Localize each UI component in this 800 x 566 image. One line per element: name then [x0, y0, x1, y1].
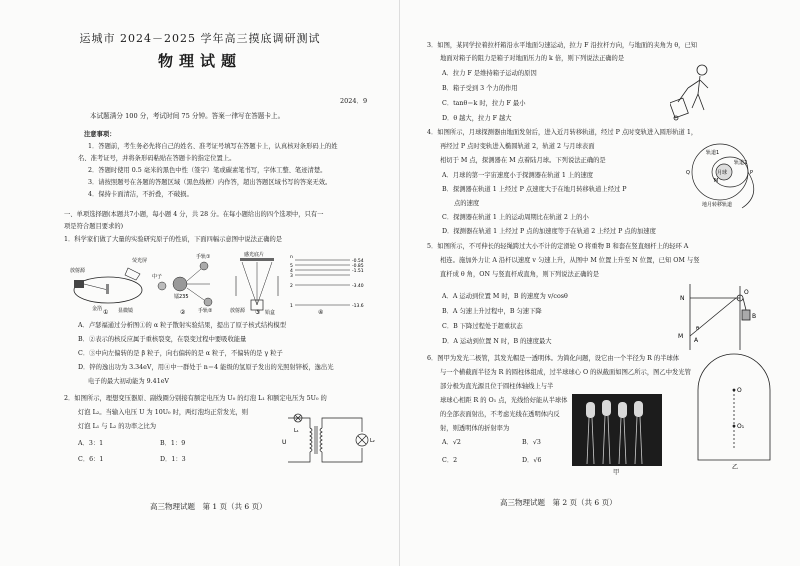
fig-caption: 乙 — [732, 464, 739, 470]
q5-stem: 直杆成 θ 角，ON 与竖直杆成直角，则下列说法正确的是 — [440, 271, 599, 278]
fig-label: 手轨① — [196, 254, 211, 260]
fig-caption: 甲 — [613, 469, 620, 476]
q5-figure — [670, 280, 770, 352]
q4-stem: 再经过 P 点时变轨进入椭圆轨道 2，轨道 2 与月球表面 — [440, 143, 595, 150]
note-line: 1．答题前，考生务必先将自己的姓名、准考证号填写在答题卡上，认真核对条形码上的姓 — [88, 143, 338, 150]
level-label: 1 — [290, 304, 293, 309]
q1-stem: 1．科学家们做了大量的实验研究原子的性质，下面四幅示意图中说法正确的是 — [64, 236, 283, 243]
q4-option: B．探测器在轨道 1 上经过 P 点速度大于在地月转移轨道上经过 P — [442, 186, 627, 193]
energy-label: -1.51 — [352, 269, 364, 274]
page-2 — [400, 0, 800, 566]
subject-title: 物理试题 — [157, 52, 242, 70]
q6-option: A．√2 — [442, 439, 461, 446]
svg-text:③: ③ — [255, 309, 261, 315]
fig-label: 放射源 — [70, 268, 86, 274]
orbit-label: Q — [686, 170, 690, 176]
energy-label: -0.85 — [352, 264, 364, 269]
notes-heading: 注意事项： — [84, 131, 116, 138]
energy-label: -0.54 — [352, 259, 364, 264]
q1-option: A．卢瑟福通过分析图①的 α 粒子散射实验结果，提出了原子核式结构模型 — [78, 322, 287, 329]
q5-option: D．A 运动到位置 N 时，B 的速度最大 — [442, 338, 552, 345]
note-line: 3．请按照题号在各题的答题区域（黑色线框）内作答，超出答题区域书写的答案无效。 — [88, 179, 332, 186]
fig-label: 镭235 — [174, 294, 189, 300]
q3-figure — [670, 62, 720, 122]
section-heading: 项是符合题目要求的) — [64, 223, 124, 230]
level-label: 2 — [290, 284, 293, 289]
orbit-label: P — [750, 170, 754, 176]
q1-option: C．③中向左偏转的是 β 粒子，向右偏转的是 α 粒子，不偏转的是 γ 粒子 — [78, 350, 283, 357]
fig-label: 荧光屏 — [132, 258, 148, 264]
q4-stem: 相切于 M 点，探测器在 M 点着陆月球。下列说法正确的是 — [440, 157, 606, 164]
q3-option: D．θ 越大，拉力 F 越大 — [442, 115, 512, 122]
exam-intro: 本试题满分 100 分，考试时间 75 分钟。答案一律写在答题卡上。 — [90, 112, 285, 120]
circuit-label: U — [282, 439, 287, 446]
q5-option: C．B 下降过程处于超重状态 — [442, 323, 523, 330]
note-line: 名、准考证号，并将条形码粘贴在答题卡的指定位置上。 — [78, 155, 236, 162]
q4-option: 点的速度 — [454, 200, 480, 207]
q2-option: B．1：9 — [160, 440, 186, 447]
fig-label: 手轨② — [198, 308, 213, 314]
q2-option: C．6：1 — [78, 456, 104, 463]
energy-label: -3.40 — [352, 284, 364, 289]
q5-label: B — [752, 313, 757, 320]
q2-option: A．3：1 — [78, 440, 104, 447]
q5-option: A．A 运动到位置 M 时，B 的速度为 v/cosθ — [442, 293, 568, 300]
orbit-label: 地月转移轨道 — [702, 202, 733, 208]
note-line: 4．保持卡面清洁，不折叠，不破损。 — [88, 191, 193, 198]
fig-label: 铅盒 — [265, 310, 276, 315]
q6-cross-section — [688, 350, 780, 470]
q6-stem: 射，则透明体的折射率为 — [440, 425, 510, 432]
fig-label: 感光底片 — [244, 252, 265, 258]
q5-label: M — [678, 333, 684, 340]
q4-stem: 4．如图所示，月球探测器由地面发射后，进入近月转移轨道，经过 P 点时变轨进入圆形轨道 1， — [427, 129, 698, 136]
section-heading: 一、单项选择题(本题共7小题，每小题 4 分，共 28 分。在每小题给出的四个选项中，只有一 — [64, 211, 324, 218]
fig-label: 显微镜 — [118, 308, 134, 314]
q5-label: A — [694, 337, 699, 344]
level-label: 4 — [290, 269, 293, 274]
q6-option: D．√6 — [522, 457, 542, 464]
q5-label: O — [744, 289, 749, 296]
q6-stem: 的全部表面射出，不考虑光线在透明体内反 — [440, 411, 560, 418]
q2-stem: 灯泡 L₁ 与 L₂ 的功率之比为 — [78, 423, 157, 430]
q5-stem: 相连。施加外力让 A 沿杆以速度 v 匀速上升，从图中 M 位置上升至 N 位置，已知 OM 与竖 — [440, 257, 700, 264]
q2-stem: 灯泡 L₂。当输入电压 U 为 10U₀ 时，两灯泡均正常发光，则 — [78, 409, 249, 416]
orbit-label: 月球 — [717, 170, 728, 176]
note-line: 2．答题时使用 0.5 毫米的黑色中性（签字）笔或碳素笔书写，字体工整、笔迹清楚。 — [88, 167, 327, 174]
q3-option: C．tanθ＝k 时，拉力 F 最小 — [442, 100, 526, 107]
q6-stem: 球球心相距 R 的 O₁ 点，光线恰好能从半球体 — [440, 397, 568, 404]
q4-option: C．探测器在轨道 1 上的运动周期比在轨道 2 上的小 — [442, 214, 589, 221]
q3-stem: 3．如图，某同学拉着拉杆箱沿水平地面匀速运动，拉力 F 沿拉杆方向，与地面的夹角为 θ，已知 — [427, 42, 698, 49]
orbit-label: 轨道2 — [734, 160, 748, 166]
circuit-label: L₁ — [294, 428, 299, 434]
q6-label: O₁ — [737, 423, 745, 430]
q2-option: D．1：3 — [160, 456, 186, 463]
q2-stem: 2．如图所示，理想变压器原、副线圈分别接有额定电压为 U₀ 的灯泡 L₁ 和额定电压为 5U₀ 的 — [64, 395, 327, 402]
q6-option: C．2 — [442, 457, 458, 464]
svg-text:④: ④ — [318, 309, 324, 315]
orbit-label: 轨道1 — [706, 150, 720, 156]
q6-stem: 部分极为直光源且位于圆柱体轴线上与半 — [440, 383, 554, 390]
q1-figures — [70, 250, 370, 315]
q6-label: O — [737, 387, 742, 394]
q4-option: A．月球的第一宇宙速度小于探测器在轨道 1 上的速度 — [442, 172, 594, 179]
fig-label: 放射源 — [230, 308, 246, 314]
q3-stem: 地面对箱子的阻力是箱子对地面压力的 k 倍，则下列说法正确的是 — [440, 55, 625, 62]
exam-date: 2024．9 — [340, 97, 368, 105]
level-label: 5 — [290, 264, 293, 269]
orbit-label: M — [714, 178, 719, 184]
q4-option: D．探测器在轨道 1 上经过 P 点的加速度等于在轨道 2 上经过 P 点的加速度 — [442, 228, 656, 235]
exam-title: 运城市 2024－2025 学年高三摸底调研测试 — [79, 32, 321, 45]
q3-option: A．拉力 F 是维持箱子运动的原因 — [442, 70, 537, 77]
page-footer: 高三物理试题 第 2 页（共 6 页） — [500, 498, 617, 507]
level-label: 3 — [290, 274, 293, 279]
q6-option: B．√3 — [522, 439, 541, 446]
circuit-label: L₂ — [370, 438, 375, 444]
q3-option: B．箱子受到 3 个力的作用 — [442, 85, 518, 92]
q5-label: θ — [696, 326, 700, 332]
q1-option: D．锌的逸出功为 3.34eV，用④中一群处于 n＝4 能级的氢原子发出的光照射锌板，逸出光 — [78, 364, 334, 371]
svg-text:②: ② — [180, 309, 186, 315]
q5-option: B．A 匀速上升过程中，B 匀速下降 — [442, 308, 542, 315]
source-block — [74, 280, 84, 288]
q2-circuit — [280, 408, 380, 470]
q6-stem: 6．图甲为发光二极管，其发光帽是一透明体。为简化问题，设它由一个半径为 R 的半球体 — [427, 355, 680, 362]
q5-label: N — [680, 295, 685, 302]
led-photo — [572, 394, 662, 466]
q4-orbit-figure — [662, 140, 772, 210]
energy-label: -13.6 — [352, 304, 364, 309]
q1-option: B．②表示的核反应属于重核裂变，在裂变过程中要吸收能量 — [78, 336, 247, 343]
level-label: n — [290, 255, 293, 260]
page-footer: 高三物理试题 第 1 页（共 6 页） — [150, 502, 267, 511]
q5-stem: 5．如图所示，不可伸长的轻绳跨过大小不计的定滑轮 O 将重物 B 和套在竖直细杆上的轻环 A — [427, 243, 689, 250]
fig-label: 金箔 — [92, 306, 103, 312]
svg-text:①: ① — [103, 309, 109, 315]
q1-option: 电子的最大初动能为 9.41eV — [88, 378, 169, 385]
fig-label: 中子 — [152, 274, 163, 280]
q6-stem: 与一个横截面半径为 R 的圆柱体组成，过半球球心 O 的纵截面如图乙所示，图乙中发光管 — [440, 369, 691, 376]
